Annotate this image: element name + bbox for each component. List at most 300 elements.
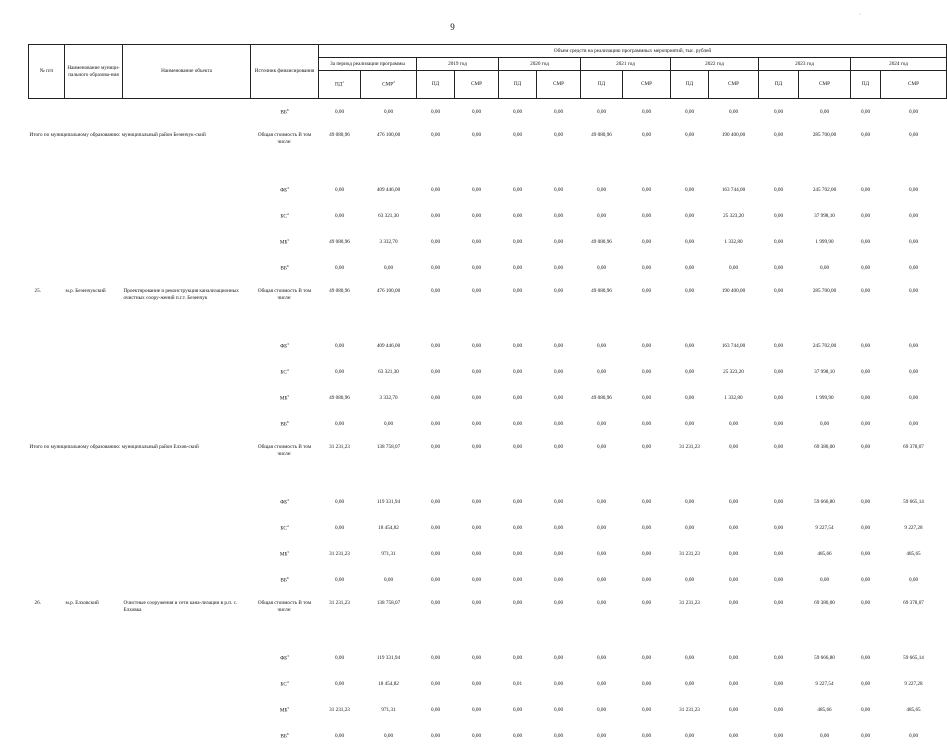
value-cell: 0,00 — [881, 359, 947, 385]
value-cell: 0,00 — [881, 723, 947, 749]
value-cell: 971,31 — [361, 541, 417, 567]
header-group: Объем средств на реализацию программных мероприятий, тыс. рублей — [319, 45, 947, 58]
value-cell: 0,00 — [417, 411, 455, 437]
value-cell: 0,00 — [537, 671, 581, 697]
source-cell: $БС^4$ — [251, 359, 319, 385]
value-cell: 0,00 — [623, 359, 671, 385]
value-cell: 0,00 — [851, 671, 881, 697]
value-cell: 0,00 — [623, 125, 671, 177]
value-cell: 0,00 — [537, 567, 581, 593]
table-row — [29, 177, 947, 203]
value-cell: 49 080,96 — [319, 385, 361, 411]
value-cell: 0,00 — [455, 177, 499, 203]
value-cell: 0,00 — [709, 437, 759, 489]
header-period: За период реализации программы — [319, 58, 417, 71]
value-cell: 0,00 — [799, 723, 851, 749]
source-cell: $ВБ^6$ — [251, 255, 319, 281]
value-cell: 9 227,28 — [881, 515, 947, 541]
value-cell: 0,00 — [799, 99, 851, 126]
table-header — [29, 45, 947, 99]
value-cell: 0,00 — [455, 567, 499, 593]
value-cell: 0,00 — [881, 229, 947, 255]
header-smr: СМР — [709, 71, 759, 99]
value-cell: 0,00 — [319, 567, 361, 593]
value-cell: 1 999,90 — [799, 385, 851, 411]
value-cell: 0,00 — [759, 99, 799, 126]
header-smr: СМР — [799, 71, 851, 99]
header-pd: ПД — [417, 71, 455, 99]
table-row — [29, 671, 947, 697]
value-cell: 0,00 — [499, 177, 537, 203]
value-cell: 0,00 — [799, 567, 851, 593]
source-cell: $ФБ^3$ — [251, 333, 319, 359]
value-cell: 0,00 — [499, 567, 537, 593]
table-row — [29, 411, 947, 437]
value-cell: 18 454,82 — [361, 515, 417, 541]
municipality-name: м.р. Елховский — [65, 593, 123, 645]
value-cell: 0,00 — [759, 281, 799, 333]
value-cell: 0,00 — [799, 255, 851, 281]
value-cell: 31 231,23 — [319, 593, 361, 645]
value-cell: 0,00 — [799, 411, 851, 437]
value-cell: 0,00 — [455, 281, 499, 333]
header-pd: ПД — [671, 71, 709, 99]
value-cell: 0,00 — [671, 671, 709, 697]
value-cell: 0,00 — [881, 99, 947, 126]
value-cell: 0,00 — [417, 541, 455, 567]
source-cell: $ВБ^6$ — [251, 99, 319, 126]
value-cell: 0,00 — [623, 99, 671, 126]
value-cell: 0,00 — [537, 489, 581, 515]
header-municipality: Наименование муници-пального образова-ния — [65, 45, 123, 99]
value-cell: 0,00 — [581, 697, 623, 723]
value-cell: 0,00 — [499, 333, 537, 359]
header-pd: ПД — [759, 71, 799, 99]
value-cell: 0,00 — [499, 203, 537, 229]
value-cell: 0,00 — [319, 489, 361, 515]
table-body — [29, 99, 947, 749]
source-cell: Общая стоимость В том числе: — [251, 281, 319, 333]
total-label: Итого по муниципальному образованию: муниципальный район Безенчук-ский — [29, 125, 251, 177]
value-cell: 0,00 — [537, 229, 581, 255]
value-cell: 0,00 — [623, 437, 671, 489]
value-cell: 0,00 — [537, 281, 581, 333]
header-year-2020: 2020 год — [499, 58, 581, 71]
value-cell: 0,00 — [455, 229, 499, 255]
value-cell: 0,00 — [759, 203, 799, 229]
value-cell: 0,00 — [537, 125, 581, 177]
value-cell: 0,00 — [709, 515, 759, 541]
value-cell: 0,00 — [455, 541, 499, 567]
value-cell: 0,00 — [417, 437, 455, 489]
value-cell: 0,00 — [319, 645, 361, 671]
value-cell: 0,00 — [499, 411, 537, 437]
value-cell: 0,00 — [851, 255, 881, 281]
value-cell: 0,00 — [417, 593, 455, 645]
value-cell: 0,00 — [671, 177, 709, 203]
empty-cell — [29, 333, 251, 359]
table-row — [29, 541, 947, 567]
empty-cell — [29, 99, 251, 126]
value-cell: 0,00 — [581, 99, 623, 126]
table-row — [29, 515, 947, 541]
value-cell: 0,00 — [417, 697, 455, 723]
header-year-2023: 2023 год — [759, 58, 851, 71]
header-pd: ПД — [851, 71, 881, 99]
value-cell: 163 744,00 — [709, 333, 759, 359]
header-smr: СМР — [623, 71, 671, 99]
value-cell: 0,00 — [671, 203, 709, 229]
source-cell: $БС^4$ — [251, 203, 319, 229]
header-pd: ПД — [581, 71, 623, 99]
value-cell: 0,00 — [455, 671, 499, 697]
table-row — [29, 385, 947, 411]
value-cell: 0,00 — [537, 99, 581, 126]
value-cell: 0,00 — [455, 385, 499, 411]
value-cell: 0,00 — [499, 723, 537, 749]
value-cell: 69 378,07 — [881, 437, 947, 489]
value-cell: 0,00 — [537, 697, 581, 723]
row-number: 25. — [29, 281, 65, 333]
total-row — [29, 437, 947, 489]
value-cell: 0,00 — [851, 489, 881, 515]
source-cell: Общая стоимость В том числе: — [251, 125, 319, 177]
value-cell: 0,00 — [709, 697, 759, 723]
source-cell: $ВБ^6$ — [251, 411, 319, 437]
value-cell: 0,00 — [417, 385, 455, 411]
value-cell: 0,00 — [417, 229, 455, 255]
value-cell: 1 332,80 — [709, 385, 759, 411]
table-row — [29, 723, 947, 749]
value-cell: 0,00 — [581, 645, 623, 671]
value-cell: 0,00 — [581, 333, 623, 359]
value-cell: 0,00 — [417, 567, 455, 593]
object-name: Очистные сооружения и сети кана-лизации в р.п. с. Елховка — [123, 593, 251, 645]
value-cell: 0,00 — [851, 723, 881, 749]
value-cell: 0,00 — [623, 229, 671, 255]
source-cell: $МБ^5$ — [251, 229, 319, 255]
value-cell: 0,00 — [455, 723, 499, 749]
value-cell: 0,00 — [623, 723, 671, 749]
value-cell: 0,00 — [455, 99, 499, 126]
table-row — [29, 489, 947, 515]
value-cell: 0,00 — [881, 281, 947, 333]
empty-cell — [29, 359, 251, 385]
value-cell: 0,00 — [709, 99, 759, 126]
value-cell: 409 446,00 — [361, 333, 417, 359]
value-cell: 0,00 — [623, 411, 671, 437]
value-cell: 0,00 — [417, 255, 455, 281]
source-cell: $ФБ^3$ — [251, 489, 319, 515]
value-cell: 0,00 — [851, 645, 881, 671]
value-cell: 0,00 — [499, 593, 537, 645]
value-cell: 0,00 — [499, 125, 537, 177]
source-cell: $БС^4$ — [251, 515, 319, 541]
value-cell: 31 231,23 — [319, 437, 361, 489]
value-cell: 25 323,20 — [709, 359, 759, 385]
empty-cell — [29, 203, 251, 229]
table-row — [29, 645, 947, 671]
value-cell: 0,00 — [581, 255, 623, 281]
value-cell: 0,00 — [709, 567, 759, 593]
value-cell: 31 231,23 — [319, 541, 361, 567]
value-cell: 485,65 — [881, 697, 947, 723]
value-cell: 0,00 — [361, 99, 417, 126]
header-year-2022: 2022 год — [671, 58, 759, 71]
value-cell: 0,00 — [455, 125, 499, 177]
value-cell: 0,00 — [417, 203, 455, 229]
source-cell: Общая стоимость В том числе: — [251, 593, 319, 645]
empty-cell — [29, 723, 251, 749]
value-cell: 3 332,70 — [361, 385, 417, 411]
value-cell: 0,00 — [851, 125, 881, 177]
value-cell: 0,00 — [881, 567, 947, 593]
value-cell: 18 454,82 — [361, 671, 417, 697]
value-cell: 0,00 — [623, 255, 671, 281]
source-cell: $МБ^5$ — [251, 385, 319, 411]
value-cell: 0,00 — [537, 359, 581, 385]
value-cell: 0,00 — [671, 411, 709, 437]
value-cell: 0,00 — [499, 255, 537, 281]
value-cell: 0,00 — [537, 177, 581, 203]
value-cell: 0,00 — [537, 255, 581, 281]
value-cell: 0,00 — [499, 281, 537, 333]
value-cell: 0,00 — [455, 645, 499, 671]
header-period-smr: СМР$^2$ — [361, 71, 417, 99]
value-cell: 1 999,90 — [799, 229, 851, 255]
municipality-name: м.р. Безенчукский — [65, 281, 123, 333]
value-cell: 0,00 — [759, 125, 799, 177]
value-cell: 0,00 — [581, 359, 623, 385]
header-smr: СМР — [881, 71, 947, 99]
value-cell: 9 227,54 — [799, 671, 851, 697]
value-cell: 0,00 — [759, 567, 799, 593]
value-cell: 245 702,00 — [799, 177, 851, 203]
value-cell: 476 100,00 — [361, 281, 417, 333]
value-cell: 1 332,80 — [709, 229, 759, 255]
value-cell: 0,00 — [623, 671, 671, 697]
source-cell: Общая стоимость В том числе: — [251, 437, 319, 489]
source-cell: $МБ^5$ — [251, 697, 319, 723]
table-row — [29, 697, 947, 723]
value-cell: 0,00 — [581, 723, 623, 749]
value-cell: 0,00 — [623, 333, 671, 359]
value-cell: 31 231,23 — [671, 593, 709, 645]
value-cell: 0,00 — [537, 723, 581, 749]
value-cell: 0,00 — [455, 437, 499, 489]
value-cell: 0,00 — [319, 99, 361, 126]
empty-cell — [29, 177, 251, 203]
value-cell: 49 080,96 — [581, 229, 623, 255]
value-cell: 0,00 — [319, 723, 361, 749]
value-cell: 0,00 — [581, 593, 623, 645]
value-cell: 31 231,23 — [671, 437, 709, 489]
header-smr: СМР — [537, 71, 581, 99]
value-cell: 0,00 — [851, 515, 881, 541]
value-cell: 63 321,30 — [361, 359, 417, 385]
value-cell: 0,00 — [623, 515, 671, 541]
value-cell: 163 744,00 — [709, 177, 759, 203]
value-cell: 0,00 — [499, 645, 537, 671]
table-row — [29, 99, 947, 126]
value-cell: 9 227,54 — [799, 515, 851, 541]
value-cell: 0,00 — [537, 515, 581, 541]
value-cell: 0,00 — [537, 645, 581, 671]
empty-cell — [29, 515, 251, 541]
value-cell: 0,00 — [417, 125, 455, 177]
value-cell: 485,66 — [799, 697, 851, 723]
source-cell: $ФБ^3$ — [251, 177, 319, 203]
value-cell: 0,00 — [623, 645, 671, 671]
value-cell: 0,00 — [537, 385, 581, 411]
value-cell: 0,00 — [537, 541, 581, 567]
row-number: 26. — [29, 593, 65, 645]
value-cell: 49 080,96 — [319, 229, 361, 255]
value-cell: 0,00 — [851, 203, 881, 229]
value-cell: 0,01 — [499, 671, 537, 697]
value-cell: 0,00 — [455, 697, 499, 723]
value-cell: 0,00 — [709, 489, 759, 515]
source-cell: $МБ^5$ — [251, 541, 319, 567]
value-cell: 0,00 — [417, 645, 455, 671]
empty-cell — [29, 697, 251, 723]
value-cell: 0,00 — [417, 359, 455, 385]
value-cell: 0,00 — [455, 489, 499, 515]
value-cell: 0,00 — [581, 489, 623, 515]
source-cell: $ФБ^3$ — [251, 645, 319, 671]
empty-cell — [29, 385, 251, 411]
value-cell: 476 100,00 — [361, 125, 417, 177]
value-cell: 138 758,07 — [361, 593, 417, 645]
value-cell: 0,00 — [671, 723, 709, 749]
value-cell: 0,00 — [417, 177, 455, 203]
value-cell: 0,00 — [361, 723, 417, 749]
empty-cell — [29, 541, 251, 567]
value-cell: 0,00 — [455, 515, 499, 541]
value-cell: 0,00 — [671, 99, 709, 126]
object-row — [29, 281, 947, 333]
empty-cell — [29, 671, 251, 697]
value-cell: 0,00 — [851, 177, 881, 203]
value-cell: 0,00 — [417, 489, 455, 515]
value-cell: 31 231,23 — [671, 541, 709, 567]
value-cell: 0,00 — [759, 515, 799, 541]
empty-cell — [29, 229, 251, 255]
value-cell: 0,00 — [709, 411, 759, 437]
table-row — [29, 229, 947, 255]
scan-mark: · — [859, 12, 861, 18]
header-pd: ПД — [499, 71, 537, 99]
header-year-2024: 2024 год — [851, 58, 947, 71]
value-cell: 0,00 — [319, 203, 361, 229]
value-cell: 0,00 — [361, 255, 417, 281]
value-cell: 0,00 — [499, 541, 537, 567]
value-cell: 485,65 — [881, 541, 947, 567]
value-cell: 59 665,14 — [881, 645, 947, 671]
value-cell: 0,00 — [417, 99, 455, 126]
header-year-2019: 2019 год — [417, 58, 499, 71]
value-cell: 0,00 — [709, 593, 759, 645]
empty-cell — [29, 255, 251, 281]
value-cell: 0,00 — [759, 645, 799, 671]
value-cell: 0,00 — [499, 359, 537, 385]
value-cell: 0,00 — [671, 489, 709, 515]
header-source: Источник финансирования — [251, 45, 319, 99]
value-cell: 0,00 — [671, 255, 709, 281]
value-cell: 0,00 — [759, 489, 799, 515]
value-cell: 0,00 — [759, 437, 799, 489]
value-cell: 0,00 — [417, 515, 455, 541]
empty-cell — [29, 567, 251, 593]
value-cell: 3 332,70 — [361, 229, 417, 255]
value-cell: 0,00 — [671, 333, 709, 359]
value-cell: 0,00 — [623, 385, 671, 411]
value-cell: 0,00 — [851, 411, 881, 437]
header-num: № п/п — [29, 45, 65, 99]
value-cell: 49 080,96 — [581, 125, 623, 177]
value-cell: 0,00 — [709, 671, 759, 697]
value-cell: 0,00 — [851, 437, 881, 489]
value-cell: 0,00 — [537, 333, 581, 359]
value-cell: 0,00 — [851, 567, 881, 593]
value-cell: 31 231,23 — [319, 697, 361, 723]
value-cell: 138 758,07 — [361, 437, 417, 489]
value-cell: 0,00 — [881, 177, 947, 203]
value-cell: 59 666,80 — [799, 489, 851, 515]
value-cell: 0,00 — [881, 385, 947, 411]
value-cell: 49 080,96 — [319, 125, 361, 177]
value-cell: 0,00 — [455, 203, 499, 229]
value-cell: 0,00 — [851, 99, 881, 126]
header-object: Наименование объекта — [123, 45, 251, 99]
value-cell: 0,00 — [851, 229, 881, 255]
value-cell: 0,00 — [851, 385, 881, 411]
value-cell: 0,00 — [581, 177, 623, 203]
value-cell: 59 666,80 — [799, 645, 851, 671]
value-cell: 0,00 — [581, 671, 623, 697]
object-name: Проектирование и реконструкция канализационных очистных соору-жений п.г.т. Безенчук — [123, 281, 251, 333]
value-cell: 0,00 — [709, 541, 759, 567]
value-cell: 69 378,07 — [881, 593, 947, 645]
object-row — [29, 593, 947, 645]
table-row — [29, 567, 947, 593]
value-cell: 0,00 — [417, 281, 455, 333]
value-cell: 0,00 — [319, 515, 361, 541]
value-cell: 63 321,30 — [361, 203, 417, 229]
value-cell: 0,00 — [671, 385, 709, 411]
total-row — [29, 125, 947, 177]
value-cell: 0,00 — [623, 489, 671, 515]
value-cell: 0,00 — [759, 723, 799, 749]
value-cell: 0,00 — [759, 593, 799, 645]
value-cell: 0,00 — [671, 645, 709, 671]
value-cell: 119 331,94 — [361, 645, 417, 671]
value-cell: 25 323,20 — [709, 203, 759, 229]
value-cell: 0,00 — [581, 411, 623, 437]
value-cell: 0,00 — [759, 385, 799, 411]
value-cell: 0,00 — [851, 281, 881, 333]
value-cell: 0,00 — [581, 203, 623, 229]
value-cell: 0,00 — [319, 255, 361, 281]
value-cell: 0,00 — [623, 593, 671, 645]
value-cell: 0,00 — [499, 697, 537, 723]
value-cell: 0,00 — [671, 567, 709, 593]
value-cell: 9 227,28 — [881, 671, 947, 697]
value-cell: 0,00 — [671, 359, 709, 385]
value-cell: 0,00 — [499, 229, 537, 255]
value-cell: 0,00 — [319, 359, 361, 385]
value-cell: 0,00 — [319, 333, 361, 359]
